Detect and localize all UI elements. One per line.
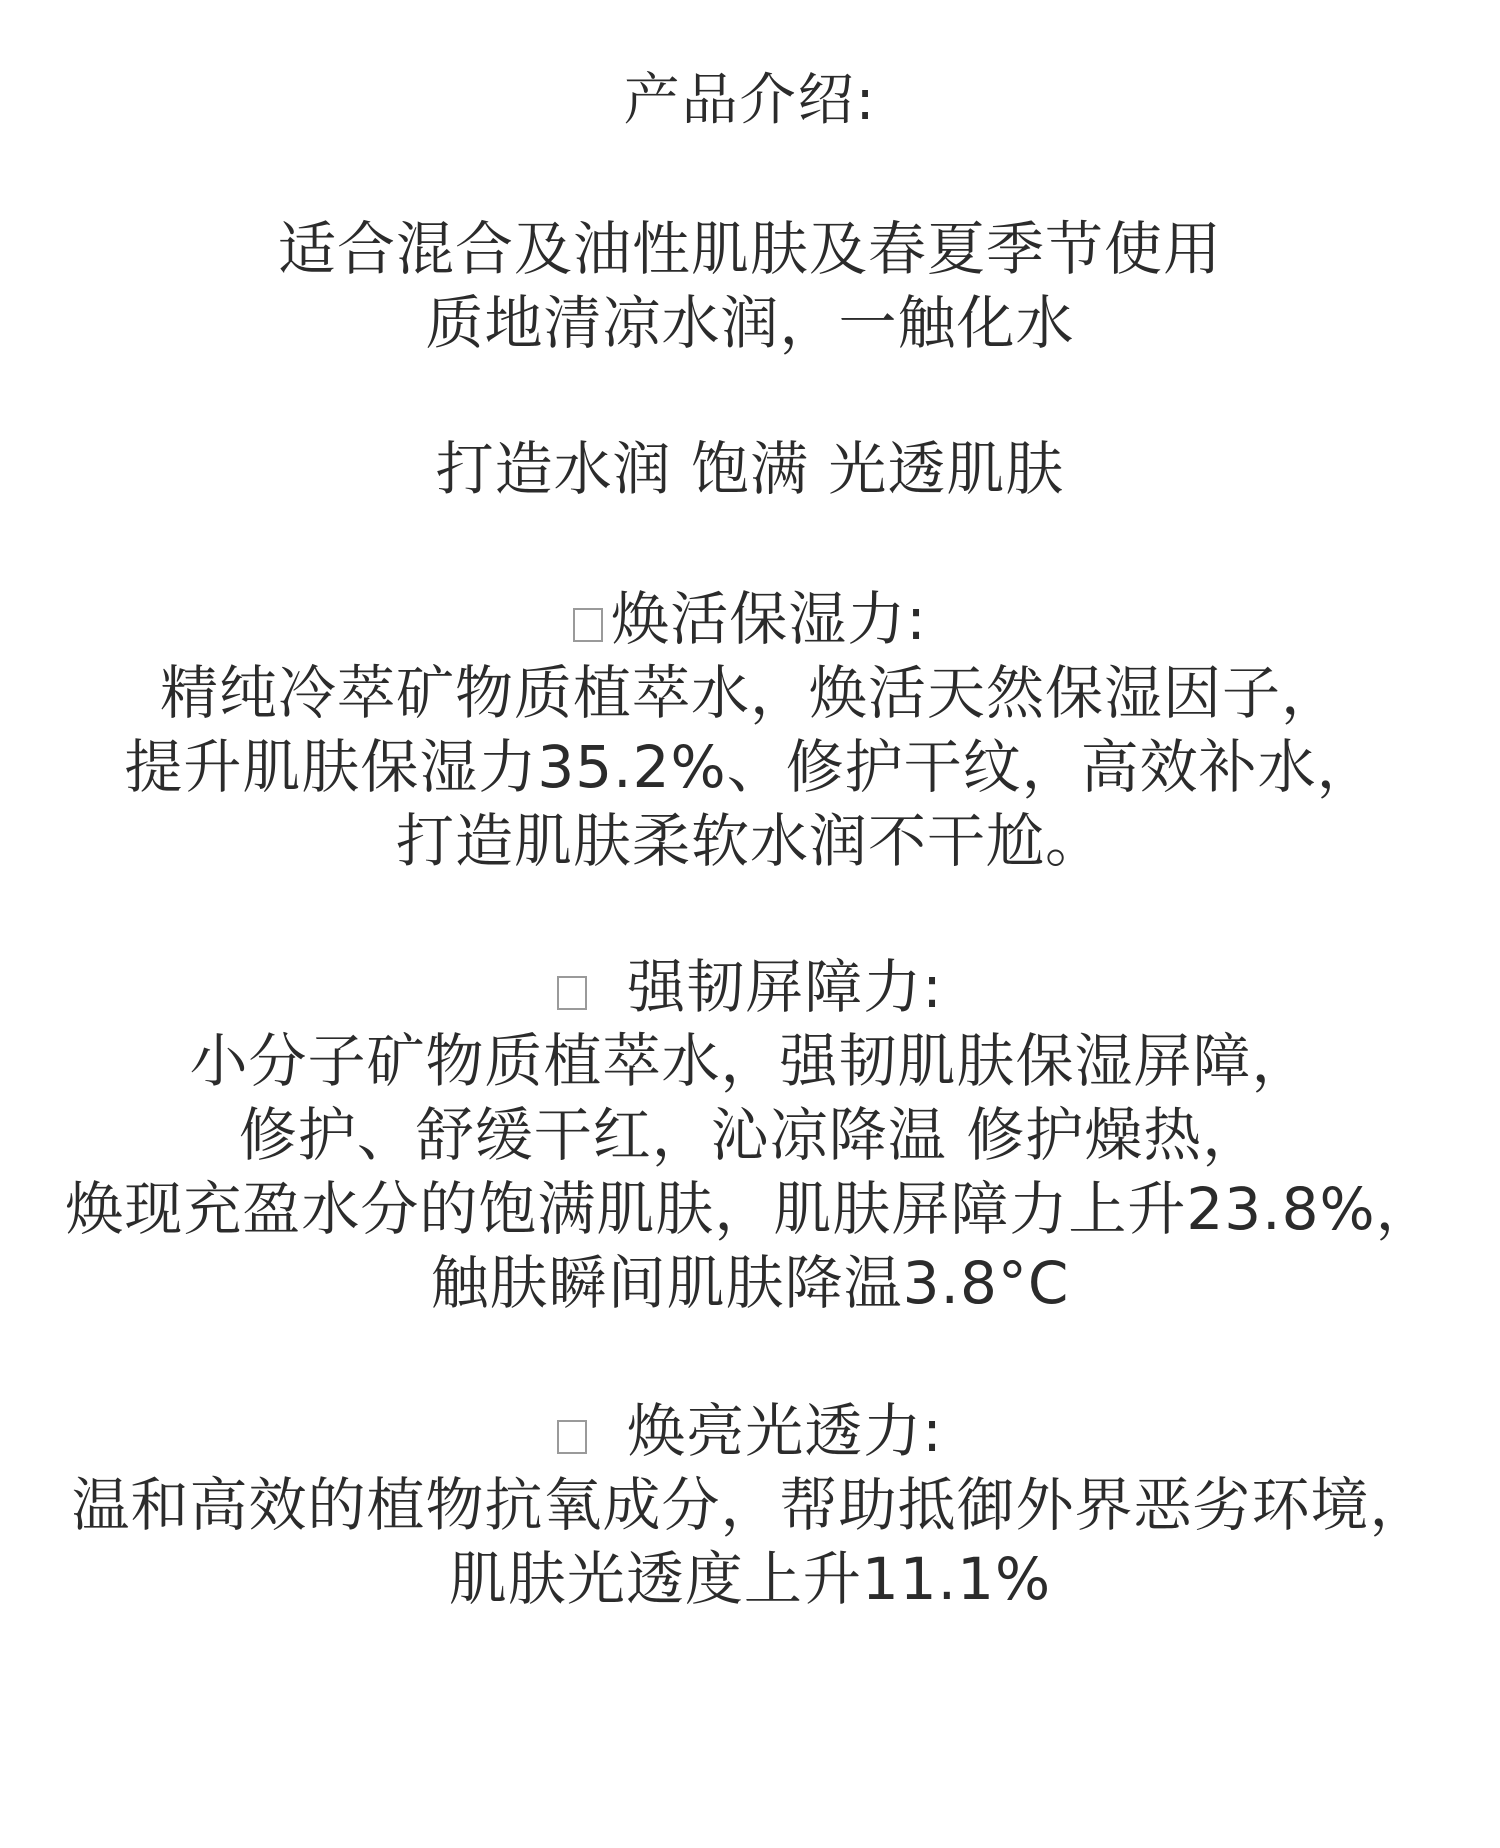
section-text-line: 触肤瞬间肌肤降温3.8°C xyxy=(430,1249,1070,1317)
checkbox-icon xyxy=(557,1420,587,1454)
section-text-line: 温和高效的植物抗氧成分，帮助抵御外界恶劣环境， xyxy=(71,1471,1429,1539)
checkbox-icon xyxy=(573,608,603,642)
section-text-line: 打造肌肤柔软水润不干尬。 xyxy=(395,807,1104,875)
section-heading-label: 焕亮光透力: xyxy=(627,1397,943,1465)
intro-line-2: 质地清凉水润，一触化水 xyxy=(425,289,1075,357)
checkbox-icon xyxy=(557,976,587,1010)
section-heading-moisture xyxy=(0,584,1500,654)
section-text-line: 提升肌肤保湿力35.2%、修护干纹，高效补水， xyxy=(124,733,1376,801)
section-text-line: 焕现充盈水分的饱满肌肤，肌肤屏障力上升23.8%， xyxy=(65,1175,1435,1243)
section-heading-radiance xyxy=(0,1396,1500,1466)
section-text-line: 小分子矿物质植萃水，强韧肌肤保湿屏障， xyxy=(189,1027,1311,1095)
page-title: 产品介绍: xyxy=(623,68,877,133)
section-heading-label: 强韧屏障力: xyxy=(627,953,943,1021)
section-text-line: 肌肤光透度上升11.1% xyxy=(448,1545,1052,1613)
section-text-line: 修护、舒缓干红，沁凉降温 修护燥热， xyxy=(238,1101,1262,1169)
section-text-line: 精纯冷萃矿物质植萃水，焕活天然保湿因子， xyxy=(159,659,1340,727)
intro-line-1: 适合混合及油性肌肤及春夏季节使用 xyxy=(277,215,1222,283)
section-heading-label: 焕活保湿力: xyxy=(611,585,927,653)
section-heading-barrier xyxy=(0,952,1500,1022)
intro-tagline: 打造水润 饱满 光透肌肤 xyxy=(435,435,1065,503)
